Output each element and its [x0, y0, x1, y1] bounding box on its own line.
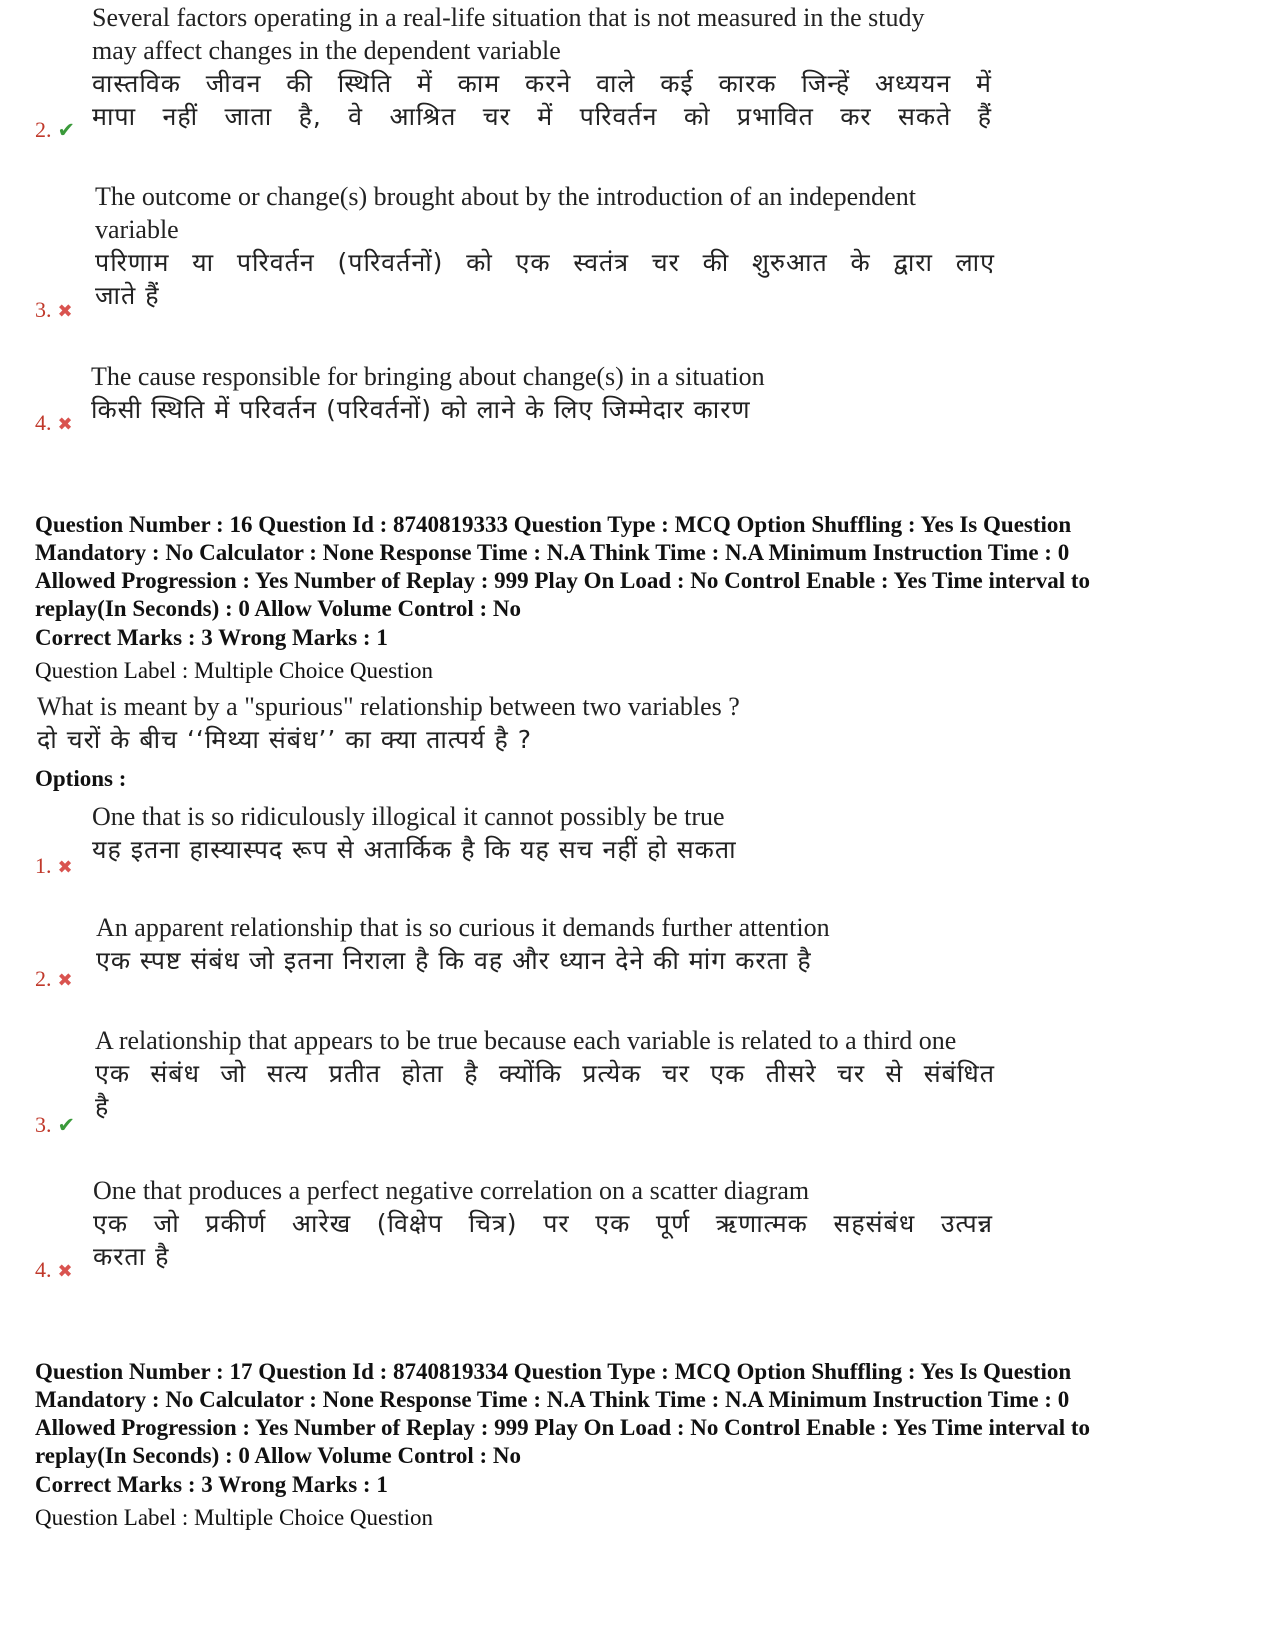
check-icon: ✔ — [57, 118, 76, 142]
option-text-en: An apparent relationship that is so curious it demands further attention — [96, 913, 830, 942]
option-text-en: The cause responsible for bringing about change(s) in a situation — [91, 362, 765, 391]
option-text-hi: करता है — [93, 1242, 170, 1271]
option-number: 4. ✖ — [35, 1257, 73, 1282]
option-text — [95, 180, 995, 312]
question-text-en: What is meant by a "spurious" relationship between two variables ? — [37, 692, 740, 721]
question-marks: Correct Marks : 3 Wrong Marks : 1 — [35, 625, 388, 650]
option-text-en: The outcome or change(s) brought about by the introduction of an independent — [95, 182, 916, 211]
options-heading: Options : — [35, 766, 127, 791]
option-number: 3. ✖ — [35, 297, 73, 322]
cross-icon: ✖ — [57, 857, 73, 877]
option-number: 4. ✖ — [35, 410, 73, 435]
cross-icon: ✖ — [57, 970, 73, 990]
option-text — [92, 1, 992, 133]
option-text-hi: किसी स्थिति में परिवर्तन (परिवर्तनों) को लाने के लिए जिम्मेदार कारण — [91, 395, 751, 424]
option-text-hi: यह इतना हास्यास्पद रूप से अतार्किक है कि यह सच नहीं हो सकता — [92, 835, 737, 864]
option-text-en: A relationship that appears to be true because each variable is related to a third one — [95, 1026, 957, 1055]
option-text-en: One that is so ridiculously illogical it cannot possibly be true — [92, 802, 725, 831]
option-text-hi: जाते हैं — [95, 281, 160, 310]
cross-icon: ✖ — [57, 1261, 73, 1281]
question-meta: Question Number : 16 Question Id : 8740819333 Question Type : MCQ Option Shuffling : Yes Is Question Mandatory : No Calculator : None Response Time : N.A Think Time : N.A Minimum Instruction Time : 0 Allowed Progression : Yes Number of Replay : 999 Play On Load : No Control Enable : Yes Time interval to replay(In Seconds) : 0 Allow Volume Control : No — [35, 512, 1091, 621]
option-text-en: Several factors operating in a real-life situation that is not measured in the study — [92, 3, 925, 32]
check-icon: ✔ — [57, 1113, 76, 1137]
option-text-hi: मापा नहीं जाता है, वे आश्रित चर में परिवर्तन को प्रभावित कर सकते हैं — [92, 102, 992, 131]
option-number: 1. ✖ — [35, 853, 73, 878]
question-text-hi: दो चरों के बीच ‘‘मिथ्या संबंध’’ का क्या तात्पर्य है ? — [37, 725, 533, 754]
question-meta: Question Number : 17 Question Id : 8740819334 Question Type : MCQ Option Shuffling : Yes Is Question Mandatory : No Calculator : None Response Time : N.A Think Time : N.A Minimum Instruction Time : 0 Allowed Progression : Yes Number of Replay : 999 Play On Load : No Control Enable : Yes Time interval to replay(In Seconds) : 0 Allow Volume Control : No — [35, 1359, 1091, 1468]
option-text-en: One that produces a perfect negative correlation on a scatter diagram — [93, 1176, 810, 1205]
option-text-hi: एक जो प्रकीर्ण आरेख (विक्षेप चित्र) पर एक पूर्ण ऋणात्मक सहसंबंध उत्पन्न — [93, 1209, 993, 1238]
option-text — [95, 1024, 995, 1123]
cross-icon: ✖ — [57, 414, 73, 434]
option-text-hi: एक संबंध जो सत्य प्रतीत होता है क्योंकि प्रत्येक चर एक तीसरे चर से संबंधित — [95, 1059, 995, 1088]
question-text — [37, 690, 740, 756]
option-text — [93, 1174, 993, 1273]
option-number: 3. ✔ — [35, 1112, 76, 1137]
cross-icon: ✖ — [57, 301, 73, 321]
option-number: 2. ✔ — [35, 117, 76, 142]
option-text-en: variable — [95, 215, 179, 244]
option-text — [91, 360, 991, 426]
question-marks: Correct Marks : 3 Wrong Marks : 1 — [35, 1472, 388, 1497]
option-number: 2. ✖ — [35, 966, 73, 991]
question-label: Question Label : Multiple Choice Question — [35, 1505, 433, 1530]
option-text-hi: परिणाम या परिवर्तन (परिवर्तनों) को एक स्वतंत्र चर की शुरुआत के द्वारा लाए — [95, 248, 995, 277]
option-text — [92, 800, 992, 866]
option-text-hi: है — [95, 1092, 110, 1121]
option-text-hi: एक स्पष्ट संबंध जो इतना निराला है कि वह और ध्यान देने की मांग करता है — [96, 946, 812, 975]
question-label: Question Label : Multiple Choice Question — [35, 658, 433, 683]
option-text — [96, 911, 996, 977]
option-text-en: may affect changes in the dependent variable — [92, 36, 561, 65]
option-text-hi: वास्तविक जीवन की स्थिति में काम करने वाले कई कारक जिन्हें अध्ययन में — [92, 69, 992, 98]
